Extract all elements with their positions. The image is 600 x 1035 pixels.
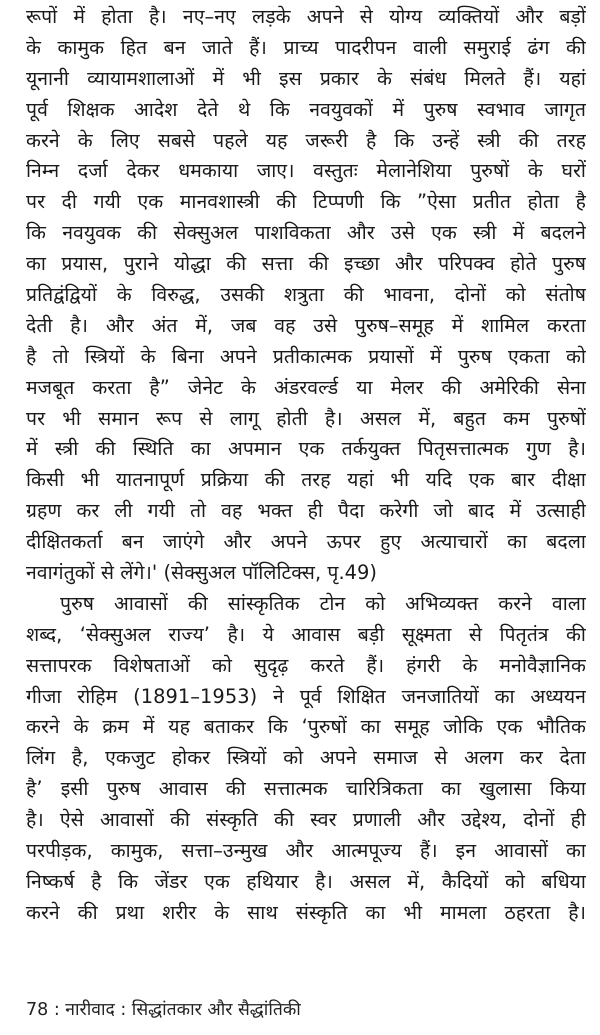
text-line: करने की प्रथा शरीर के साथ संस्कृति का भी मामला ठहरता है। xyxy=(26,900,586,924)
text-line: है। ऐसे आवासों की संस्कृति की स्वर प्रणाली और उद्देश्य, दोनों ही xyxy=(26,808,586,832)
text-line: देती है। और अंत में, जब वह उसे पुरुष–समूह में शामिल करता xyxy=(26,313,586,337)
text-line: कि नवयुवक की सेक्सुअल पाशविकता और उसे एक स्त्री में बदलने xyxy=(26,221,586,245)
text-line: ग्रहण कर ली गयी तो वह भक्त ही पैदा करेगी जो बाद में उत्साही xyxy=(26,499,586,523)
text-line: करने के लिए सबसे पहले यह जरूरी है कि उन्हें स्त्री की तरह xyxy=(26,128,586,152)
text-line: निष्कर्ष है कि जेंडर एक हथियार है। असल में, कैदियों को बधिया xyxy=(26,869,586,893)
text-line: रूपों में होता है। नए–नए लड़के अपने से योग्य व्यक्तियों और बड़ों xyxy=(26,5,586,28)
body-text xyxy=(26,2,586,929)
text-line: शब्द, ‘सेक्सुअल राज्य’ है। ये आवास बड़ी सूक्ष्मता से पितृतंत्र की xyxy=(26,622,586,646)
text-line: नवागंतुकों से लेंगे।' (सेक्सुअल पॉलिटिक्स, पृ.49) xyxy=(26,561,378,585)
text-line: करने के क्रम में यह बताकर कि ‘पुरुषों का समूह जोकि एक भौतिक xyxy=(26,715,586,739)
text-line: किसी भी यातनापूर्ण प्रक्रिया की तरह यहां भी यदि एक बार दीक्षा xyxy=(26,468,586,492)
text-line: पूर्व शिक्षक आदेश देते थे कि नवयुवकों में पुरुष स्वभाव जागृत xyxy=(26,97,586,121)
text-line: के कामुक हित बन जाते हैं। प्राच्य पादरीपन वाली समुराई ढंग की xyxy=(26,35,586,59)
text-line: में स्त्री की स्थिति का अपमान एक तर्कयुक्त पितृसत्तात्मक गुण है। xyxy=(26,437,586,461)
text-line: है तो स्त्रियों के बिना अपने प्रतीकात्मक प्रयासों में पुरुष एकता को xyxy=(26,344,586,368)
text-line: पुरुष आवासों की सांस्कृतिक टोन को अभिव्यक्त करने वाला xyxy=(60,591,586,615)
text-line: लिंग है, एकजुट होकर स्त्रियों को अपने समाज से अलग कर देता xyxy=(26,746,586,770)
text-line: प्रतिद्वंद्वियों के विरुद्ध, उसकी शत्रुता की भावना, दोनों को संतोष xyxy=(26,283,586,307)
text-line: यूनानी व्यायामशालाओं में भी इस प्रकार के संबंध मिलते हैं। यहां xyxy=(26,66,586,90)
text-line: है’ इसी पुरुष आवास की सत्तात्मक चारित्रिकता का खुलासा किया xyxy=(26,777,586,801)
text-line: पर दी गयी एक मानवशास्त्री की टिप्पणी कि ”ऐसा प्रतीत होता है xyxy=(26,190,586,214)
text-line: पर भी समान रूप से लागू होती है। असल में, बहुत कम पुरुषों xyxy=(26,406,586,430)
text-line: सत्तापरक विशेषताओं को सुदृढ़ करते हैं। हंगरी के मनोवैज्ञानिक xyxy=(26,653,586,677)
text-line: गीजा रोहिम (1891–1953) ने पूर्व शिक्षित जनजातियों का अध्ययन xyxy=(26,684,586,708)
paragraph-1 xyxy=(26,2,586,589)
text-line: मजबूत करता है” जेनेट के अंडरवर्ल्ड या मेलर की अमेरिकी सेना xyxy=(26,375,586,399)
text-line: दीक्षितकर्ता बन जाएंगे और अपने ऊपर हुए अत्याचारों का बदला xyxy=(26,530,586,554)
text-line: परपीड़क, कामुक, सत्ता–उन्मुख और आत्मपूज्य हैं। इन आवासों का xyxy=(26,839,586,863)
paragraph-2 xyxy=(26,589,586,929)
text-line: का प्रयास, पुराने योद्धा की सत्ता की इच्छा और परिपक्व होते पुरुष xyxy=(26,252,586,276)
text-line: निम्न दर्जा देकर धमकाया जाए। वस्तुतः मेलानेशिया पुरुषों के घरों xyxy=(26,159,586,183)
page-footer: 78 : नारीवाद : सिद्धांतकार और सैद्धांतिकी xyxy=(26,1000,301,1020)
